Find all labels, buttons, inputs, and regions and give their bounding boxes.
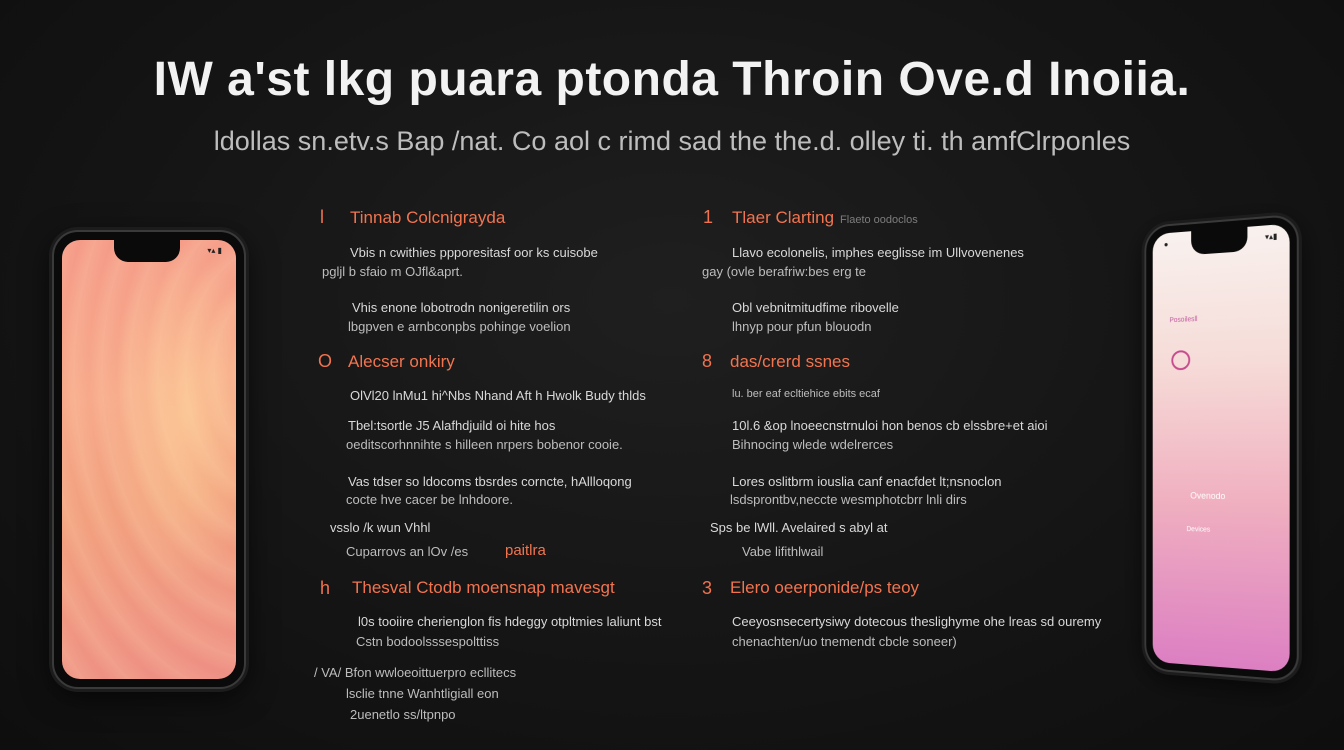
section-number: l <box>320 207 324 227</box>
section-line: Cuparrovs an lOv /es <box>346 544 469 559</box>
section-line: Bihnocing wlede wdelrerces <box>732 437 894 452</box>
page-title: IW a'st lkg puara ptonda Throin Ove.d Inoiia. <box>153 53 1191 106</box>
section-line: Vas tdser so ldocoms tbsrdes corncte, hAllloqong <box>348 474 632 489</box>
section-line: lhnyp pour pfun blouodn <box>732 319 872 334</box>
section-line: Lores oslitbrm iouslia canf enacfdet lt;nsnoclon <box>732 474 1002 489</box>
left-phone-screen <box>62 240 236 679</box>
footer-line: / VA/ Bfon wwloeoittuerpro ecllitecs <box>314 665 517 680</box>
section-line: Llavo ecolonelis, imphes eeglisse im Ullvovenenes <box>732 245 1024 260</box>
left-phone-status-icons: ▾▴ ▮ <box>207 246 222 255</box>
section-line: Vbis n cwithies ppporesitasf oor ks cuisobe <box>350 245 598 260</box>
section-number: 8 <box>702 351 713 371</box>
section-line: Obl vebnitmitudfime ribovelle <box>732 300 899 315</box>
section-line: lu. ber eaf ecltiehice ebits ecaf <box>732 388 880 400</box>
ring-icon <box>1171 350 1190 370</box>
section-heading: Elero oeerponide/ps teoy <box>730 578 920 597</box>
right-phone-text-3: Devices <box>1186 526 1211 534</box>
section-line: Ceeyosnsecertysiwy dotecous theslighyme ohe lreas sd ouremy <box>732 614 1102 629</box>
section-heading: das/crerd ssnes <box>730 352 850 371</box>
section-line: lbgpven e arnbconpbs pohinge voelion <box>348 319 571 334</box>
section-line: OlVl20 lnMu1 hi^Nbs Nhand Aft h Hwolk Budy thlds <box>350 388 646 403</box>
right-phone-mockup <box>1144 214 1298 683</box>
section-line: Vabe lifithlwail <box>742 544 824 559</box>
section-number: h <box>320 578 331 598</box>
section-tag: Sps be lWll. Avelaired s abyl at <box>710 520 888 535</box>
section-heading <box>732 208 918 228</box>
footer-line: lsclie tnne Wanhtligiall eon <box>346 686 499 701</box>
section-heading: Thesval Ctodb moensnap mavesgt <box>352 578 615 597</box>
section-line: oeditscorhnnihte s hilleen nrpers bobenor cooie. <box>346 437 623 452</box>
right-phone-text-2: Ovenodo <box>1190 490 1226 502</box>
section-line: l0s tooiire cherienglon fis hdeggy otpltmies laliunt bst <box>358 614 662 629</box>
section-line: cocte hve cacer be lnhdoore. <box>346 492 513 507</box>
section-line: vsslo /k wun Vhhl <box>330 520 431 535</box>
footer-line: 2uenetlo ss/ltpnpo <box>350 707 456 722</box>
left-phone-notch <box>114 240 180 262</box>
section-number: 1 <box>703 207 714 227</box>
section-heading-text: Tlaer Clarting <box>732 208 835 227</box>
page-subtitle: ldollas sn.etv.s Bap /nat. Co aol c rimd sad the the.d. olley ti. th amfClrponles <box>213 126 1131 156</box>
section-heading-faint: Flaeto oodoclos <box>840 214 918 226</box>
section-heading: Tinnab Colcnigrayda <box>350 208 506 227</box>
section-line: Tbel:tsortle J5 Alafhdjuild oi hite hos <box>348 418 556 433</box>
section-line: chenachten/uo tnemendt cbcle soneer) <box>732 634 957 649</box>
section-tag: paitlra <box>505 542 546 559</box>
section-line: 10l.6 &op lnoeecnstrnuloi hon benos cb elssbre+et aioi <box>732 418 1048 433</box>
section-line: gay (ovle berafriw:bes erg te <box>702 264 867 279</box>
right-phone-status-left: ● <box>1163 239 1169 250</box>
section-line: pgljl b sfaio m OJfl&aprt. <box>322 264 463 279</box>
section-number: 3 <box>702 578 713 598</box>
left-phone-mockup <box>52 230 246 689</box>
section-line: Vhis enone lobotrodn nonigeretilin ors <box>352 300 571 315</box>
section-line: lsdsprontbv,neccte wesmphotcbrr lnli dirs <box>730 492 967 507</box>
right-phone-text-1: Posoilesll <box>1169 316 1198 325</box>
section-heading: Alecser onkiry <box>348 352 455 371</box>
section-number: O <box>318 351 333 371</box>
right-phone-status-icons: ▾▴▮ <box>1264 231 1278 242</box>
section-line: Cstn bodoolsssespolttiss <box>356 634 500 649</box>
right-phone-screen <box>1153 224 1290 673</box>
